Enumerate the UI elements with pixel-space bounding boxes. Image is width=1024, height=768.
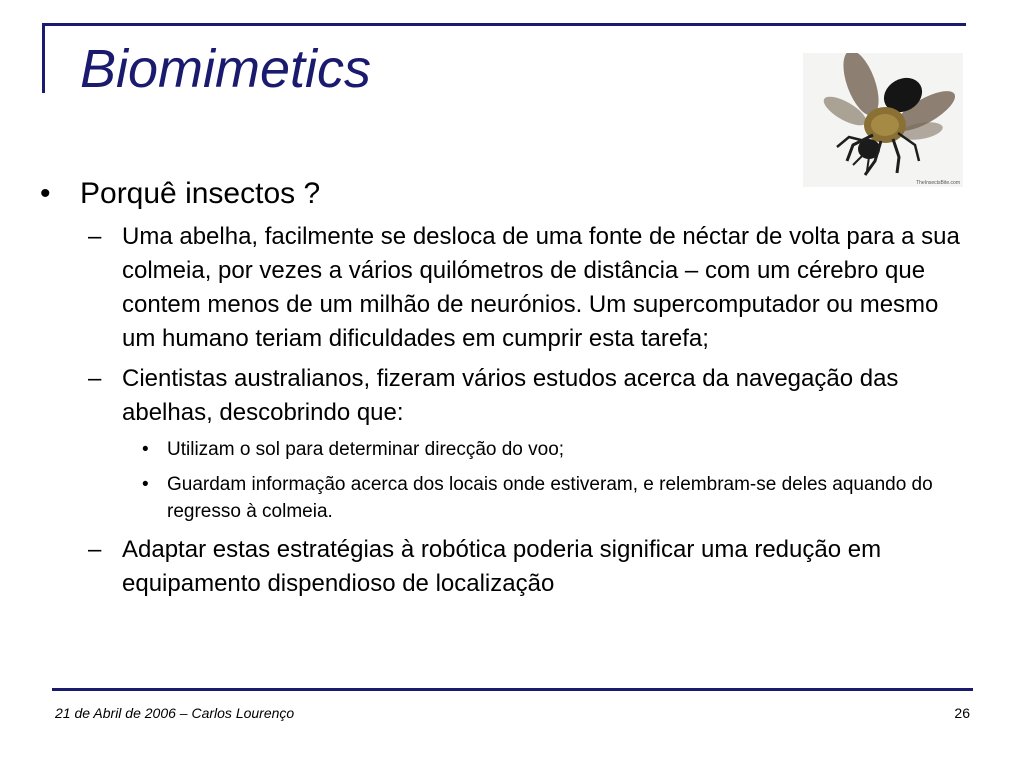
sub-sub-bullet	[40, 436, 970, 463]
title-frame-top-rule	[42, 23, 966, 26]
slide-content	[40, 174, 970, 607]
sub-sub-bullet-text: Guardam informação acerca dos locais onde estiveram, e relembram-se deles aquando do regresso à colmeia.	[167, 474, 933, 522]
sub-bullet-text: Cientistas australianos, fizeram vários estudos acerca da navegação das abelhas, descobrindo que:	[122, 365, 899, 426]
bullet-level1	[40, 174, 970, 214]
sub-bullet-text: Adaptar estas estratégias à robótica poderia significar uma redução em equipamento dispendioso de localização	[122, 536, 882, 597]
sub-bullet-text: Uma abelha, facilmente se desloca de uma fonte de néctar de volta para a sua colmeia, por vezes a vários quilómetros de distância – com um cérebro que contem menos de um milhão de neurónios. Um supercomputador ou mesmo um humano teriam dificuldades em cumprir esta tarefa;	[122, 223, 960, 352]
sub-sub-bullet	[40, 471, 970, 525]
page-number: 26	[954, 705, 970, 721]
bullet-text: Porquê insectos ?	[80, 177, 321, 210]
sub-bullet	[40, 220, 970, 356]
dash-marker: –	[88, 365, 102, 392]
bullet-marker: •	[142, 474, 149, 495]
footer-date-author: 21 de Abril de 2006 – Carlos Lourenço	[55, 705, 295, 721]
footer-rule	[52, 688, 973, 691]
dash-marker: –	[88, 223, 102, 250]
bee-photo	[803, 53, 963, 187]
bee-illustration	[803, 53, 963, 187]
title-frame-left-rule	[42, 23, 45, 93]
sub-sub-bullet-text: Utilizam o sol para determinar direcção do voo;	[167, 439, 565, 460]
dash-marker: –	[88, 536, 102, 563]
slide-title: Biomimetics	[80, 39, 372, 99]
bullet-marker: •	[142, 439, 149, 460]
sub-bullet	[40, 533, 970, 601]
sub-bullet	[40, 362, 970, 430]
bullet-marker: •	[40, 177, 51, 210]
photo-credit: TheInsectsBite.com	[916, 180, 960, 186]
